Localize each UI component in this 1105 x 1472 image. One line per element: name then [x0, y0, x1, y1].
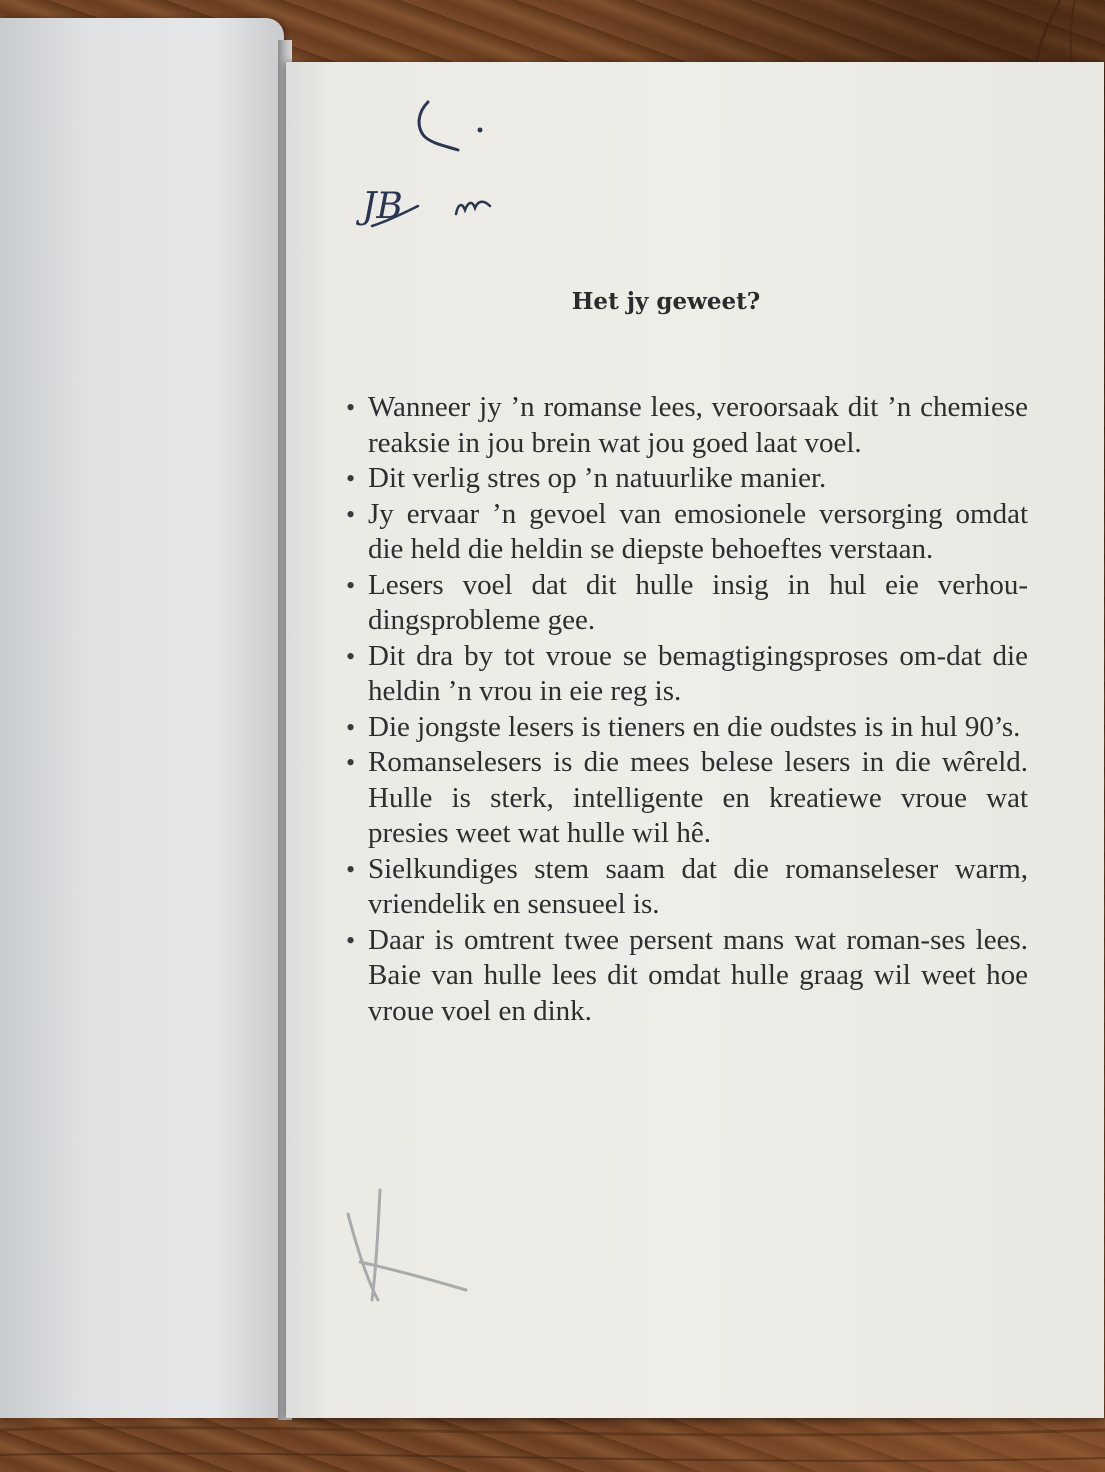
- handwritten-initials: JB: [362, 186, 403, 227]
- page-heading: Het jy geweet?: [571, 288, 761, 315]
- list-item: • Sielkundiges stem saam dat die romanseleser warm, vriendelik en sensueel is.: [368, 852, 1028, 923]
- list-item: • Dit verlig stres op ’n natuurlike manier.: [368, 461, 1028, 497]
- list-item: • Daar is omtrent twee persent mans wat roman-ses lees. Baie van hulle lees dit omdat hulle graag wil weet hoe vroue voel en dink.: [368, 923, 1028, 1030]
- fact-list: [368, 390, 1028, 1029]
- list-item: • Romanselesers is die mees belese lesers in die wêreld. Hulle is sterk, intelligente en kreatiewe vroue wat presies weet wat hulle wil hê.: [368, 745, 1028, 852]
- list-item: • Lesers voel dat dit hulle insig in hul eie verhou-dingsprobleme gee.: [368, 568, 1028, 639]
- list-item: • Jy ervaar ’n gevoel van emosionele versorging omdat die held die heldin se diepste behoeftes verstaan.: [368, 497, 1028, 568]
- left-page: [0, 18, 284, 1418]
- list-item: • Dit dra by tot vroue se bemagtigingsproses om-dat die heldin ’n vrou in eie reg is.: [368, 639, 1028, 710]
- list-item: • Die jongste lesers is tieners en die oudstes is in hul 90’s.: [368, 710, 1028, 746]
- list-item: • Wanneer jy ’n romanse lees, veroorsaak dit ’n chemiese reaksie in jou brein wat jou goed laat voel.: [368, 390, 1028, 461]
